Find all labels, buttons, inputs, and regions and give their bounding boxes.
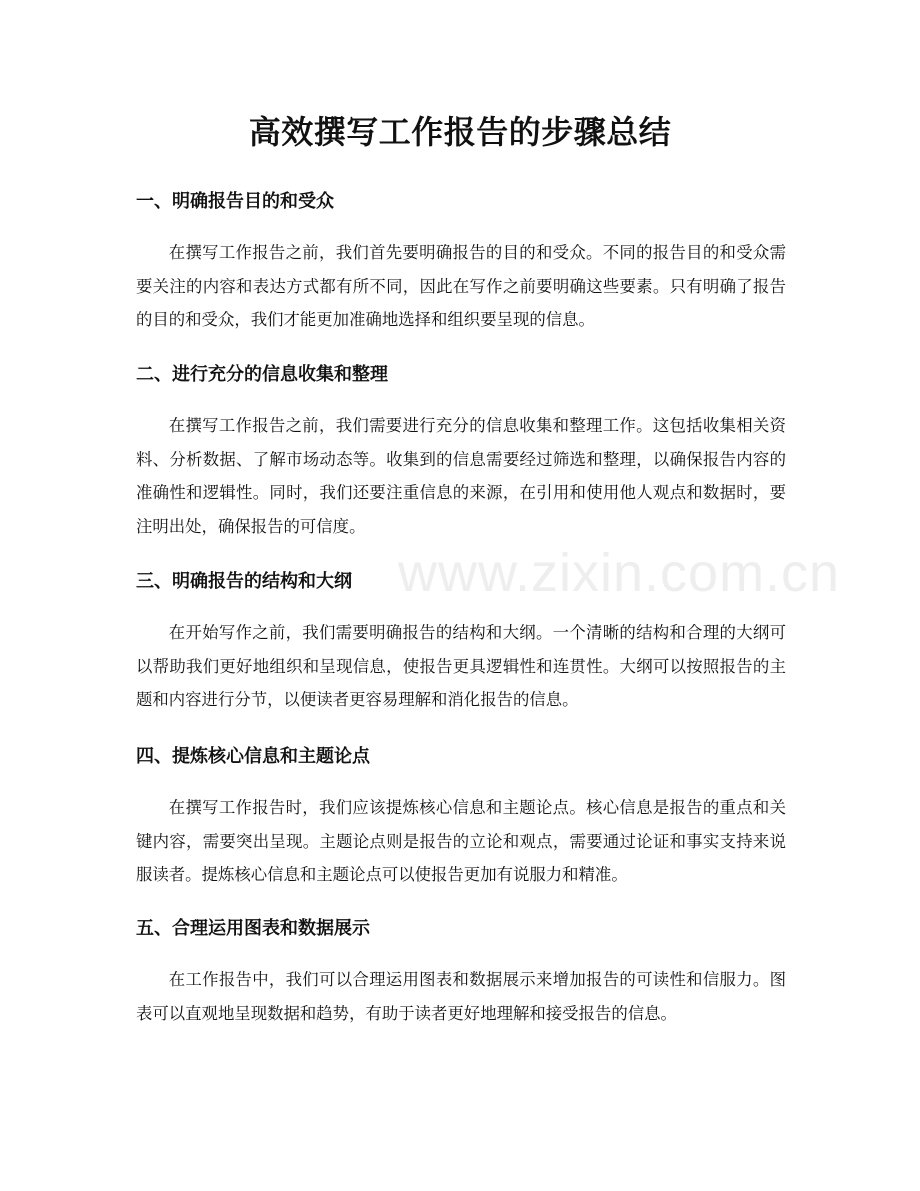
- watermark: www.zixin.com.cn: [398, 543, 841, 603]
- section-body: 在撰写工作报告之前，我们需要进行充分的信息收集和整理工作。这包括收集相关资料、分析数据、了解市场动态等。收集到的信息需要经过筛选和整理，以确保报告内容的准确性和逻辑性。同时，我们还要注重信息的来源，在引用和使用他人观点和数据时，要注明出处，确保报告的可信度。: [136, 416, 786, 536]
- section-body: 在撰写工作报告之前，我们首先要明确报告的目的和受众。不同的报告目的和受众需要关注的内容和表达方式都有所不同，因此在写作之前要明确这些要素。只有明确了报告的目的和受众，我们才能更加准确地选择和组织要呈现的信息。: [136, 243, 786, 329]
- section-heading: 一、明确报告目的和受众: [136, 191, 334, 212]
- section-body: 在开始写作之前，我们需要明确报告的结构和大纲。一个清晰的结构和合理的大纲可以帮助我们更好地组织和呈现信息，使报告更具逻辑性和连贯性。大纲可以按照报告的主题和内容进行分节，以便读者更容易理解和消化报告的信息。: [136, 623, 786, 709]
- section-heading: 五、合理运用图表和数据展示: [136, 918, 370, 939]
- section-body: 在工作报告中，我们可以合理运用图表和数据展示来增加报告的可读性和信服力。图表可以直观地呈现数据和趋势，有助于读者更好地理解和接受报告的信息。: [136, 970, 786, 1023]
- section-body: 在撰写工作报告时，我们应该提炼核心信息和主题论点。核心信息是报告的重点和关键内容，需要突出呈现。主题论点则是报告的立论和观点，需要通过论证和事实支持来说服读者。提炼核心信息和主题论点可以使报告更加有说服力和精准。: [136, 798, 786, 884]
- section-2: [136, 363, 786, 543]
- section-heading: 四、提炼核心信息和主题论点: [136, 746, 370, 767]
- section-4: [136, 745, 786, 892]
- section-1: [136, 190, 786, 337]
- page-title: 高效撰写工作报告的步骤总结: [248, 113, 672, 151]
- section-3: [136, 570, 786, 717]
- section-5: [136, 917, 786, 1030]
- section-heading: 三、明确报告的结构和大纲: [136, 571, 352, 592]
- section-heading: 二、进行充分的信息收集和整理: [136, 364, 388, 385]
